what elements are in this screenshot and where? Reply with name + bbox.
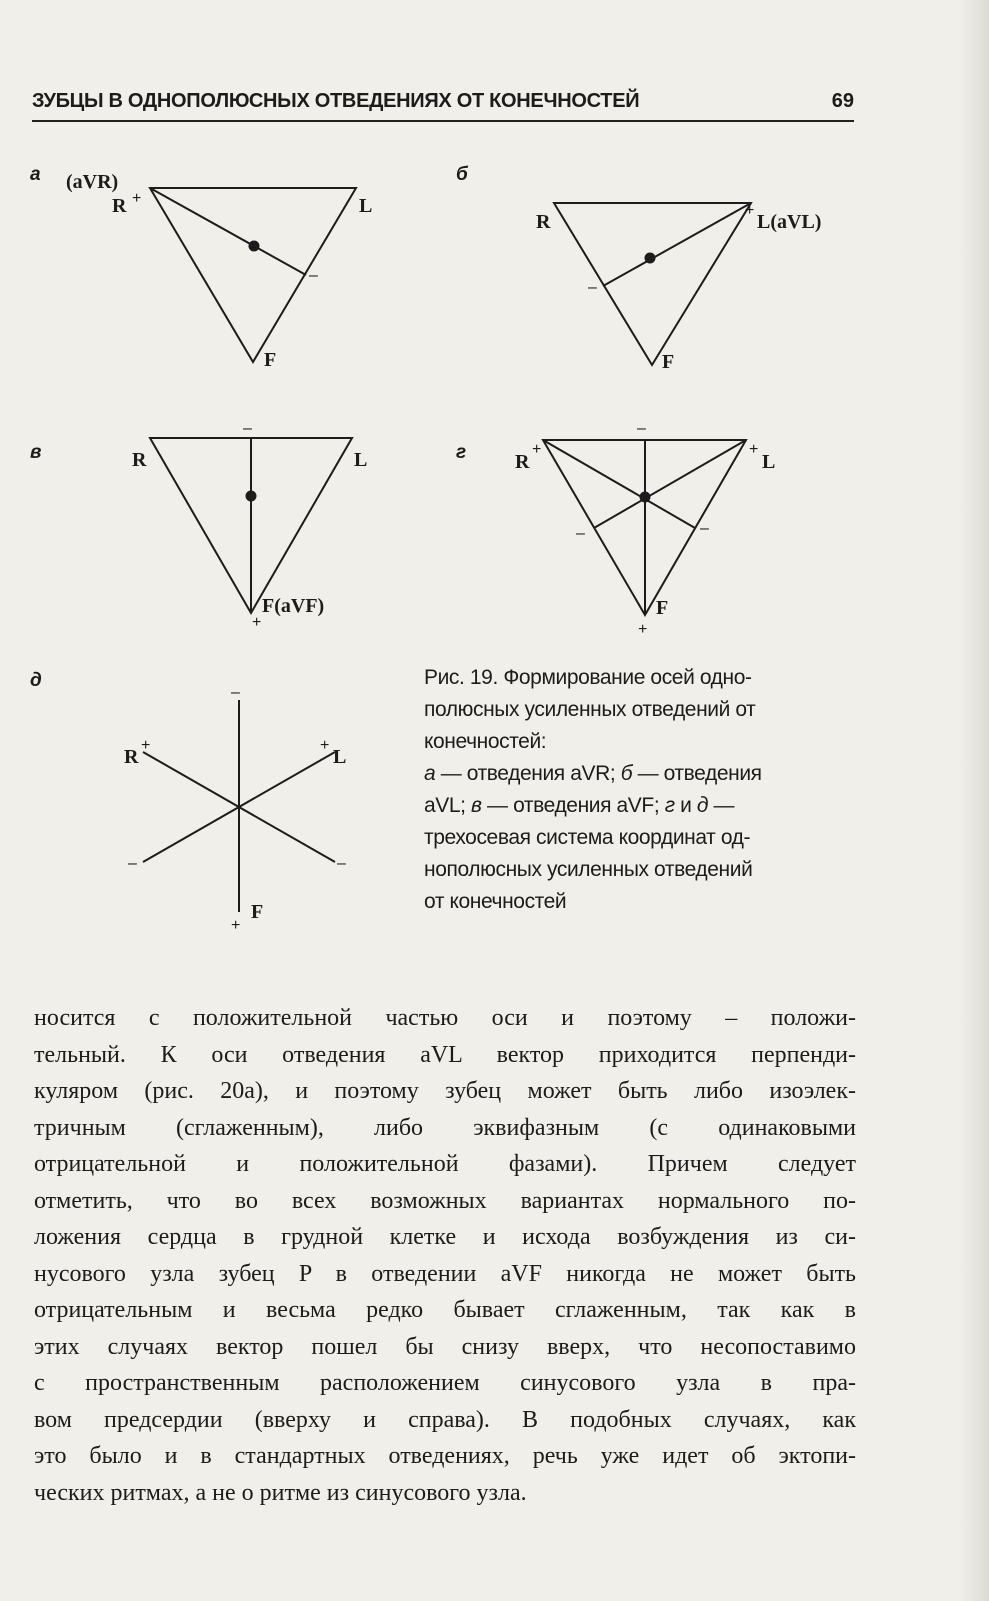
label-v-minus: – [243,420,252,437]
label-b-plus: + [745,202,755,219]
caption-text-a: — отведения aVR; [435,762,621,785]
body-line-12: вом предсердии (вверху и справа). В подобных случаях, как [34,1406,856,1433]
label-b-r: R [536,211,551,233]
label-v-r: R [132,449,147,471]
centre-dot-a [249,241,260,252]
caption-text-v: — отведения aVF; [481,794,665,817]
label-g-top-minus: – [637,420,646,437]
body-line-9: отрицательным и весьма редко бывает сглаженным, так как в [34,1297,856,1323]
label-b-f: F [662,351,675,373]
page-number: 69 [831,90,854,112]
body-line-4: тричным (сглаженным), либо эквифазным (с одинаковыми [34,1114,856,1141]
caption-legend-line-4: нополюсных усиленных отведений [424,858,753,881]
caption-letter-b: б [620,762,633,785]
label-a-plus: + [132,190,142,207]
centre-dot-g [640,492,651,503]
caption-legend-line-2 [424,790,864,822]
body-line-6: отметить, что во всех возможных вариантах нормального по- [34,1187,856,1214]
label-a-l: L [359,195,373,217]
panel-letter-a: а [30,164,41,185]
label-g-right-minus: – [700,520,709,537]
label-d-right-minus: – [337,855,346,872]
axis-avl [603,203,751,286]
panel-letter-v: в [30,442,42,463]
label-v-l: L [354,449,368,471]
label-b-minus: – [588,279,597,296]
label-g-bottom-plus: + [638,621,648,638]
caption-line-3: конечностей: [424,730,547,753]
body-line-3: куляром (рис. 20а), и поэтому зубец может быть либо изоэлек- [34,1078,856,1104]
caption-legend-line-3: трехосевая система координат од- [424,826,751,849]
figure-caption [424,662,864,918]
body-line-1: носится с положительной частью оси и поэтому – положи- [34,1005,856,1031]
body-line-13: это было и в стандартных отведениях, речь уже идет об эктопи- [34,1443,856,1469]
label-a-r: R [112,195,127,217]
body-line-7: ложения сердца в грудной клетке и исхода возбуждения из си- [34,1224,856,1250]
label-d-f: F [251,901,264,923]
body-line-14: ческих ритмах, а не о ритме из синусового узла. [34,1479,527,1506]
caption-text-dash: — [708,794,735,817]
caption-letter-a: а [424,762,436,785]
caption-line-2: полюсных усиленных отведений от [424,698,756,721]
caption-legend-line-5: от конечностей [424,890,567,913]
label-g-l-plus: + [749,441,759,458]
label-g-r: R [515,451,530,473]
panel-letter-g: г [456,442,467,463]
axis-g-avl [594,440,746,528]
label-avr: (aVR) [66,171,119,193]
label-d-r-plus: + [141,737,151,754]
caption-text-b: — отведения [632,762,762,785]
label-g-f: F [656,597,669,619]
axis-g-avr [543,440,695,528]
label-v-f-avf: F(aVF) [262,595,325,617]
panel-letter-b: б [456,164,468,185]
caption-letter-g: г [664,794,675,817]
body-line-5: отрицательной и положительной фазами). Причем следует [34,1151,856,1177]
body-line-8: нусового узла зубец P в отведении aVF никогда не может быть [34,1260,856,1287]
label-a-f: F [264,349,277,371]
label-a-minus: – [309,267,318,284]
caption-legend-line-1 [424,758,864,790]
body-line-11: с пространственным расположением синусового узла в пра- [34,1370,856,1396]
centre-dot-v [246,491,257,502]
label-v-plus: + [252,614,262,631]
label-d-left-minus: – [128,855,137,872]
label-g-left-minus: – [576,525,585,542]
label-d-l-plus: + [320,737,330,754]
body-line-2: тельный. К оси отведения aVL вектор приходится перпенди- [34,1041,856,1068]
caption-line-1: Рис. 19. Формирование осей одно- [424,666,752,689]
caption-text-avl: aVL; [424,794,472,817]
triangle-b [554,203,751,365]
centre-dot-b [645,253,656,264]
label-d-top-minus: – [231,684,240,701]
caption-text-and: и [674,794,697,817]
label-d-r: R [124,746,139,768]
axis-avr [150,188,306,275]
label-g-r-plus: + [532,441,542,458]
label-d-bottom-plus: + [231,917,241,934]
label-d-l: L [333,746,347,768]
label-b-l-avl: L(aVL) [757,211,822,233]
running-head-title: ЗУБЦЫ В ОДНОПОЛЮСНЫХ ОТВЕДЕНИЯХ ОТ КОНЕЧНОСТЕЙ [32,90,640,112]
panel-letter-d: д [30,670,42,691]
body-line-10: этих случаях вектор пошел бы снизу вверх, что несопоставимо [34,1333,856,1360]
caption-letter-v: в [471,794,482,817]
body-text [34,1000,856,1511]
label-g-l: L [762,451,776,473]
caption-letter-d: д [696,794,709,817]
triangle-a [150,188,356,362]
